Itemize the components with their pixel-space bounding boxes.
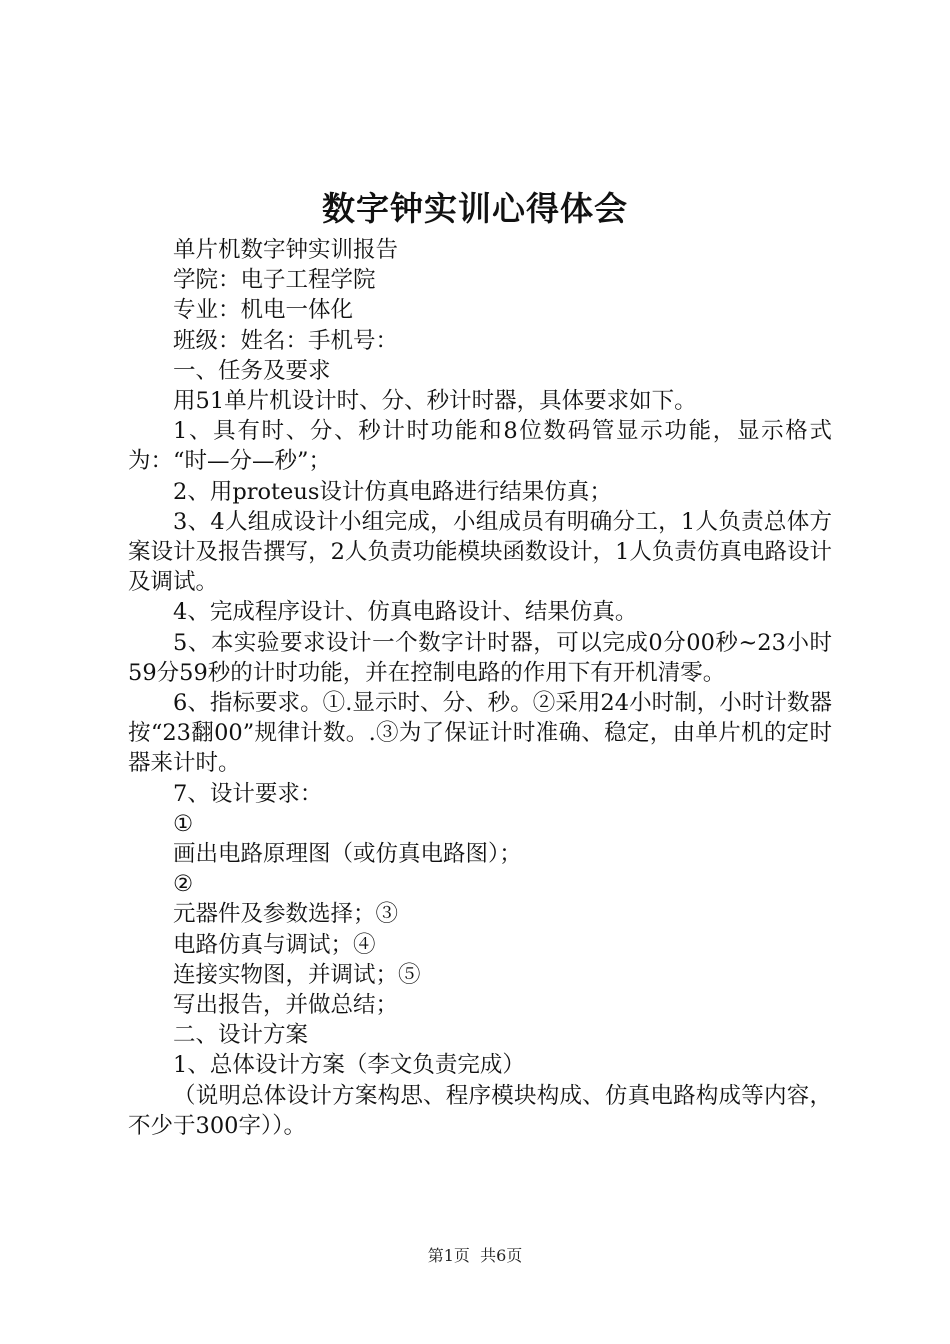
page-footer [0, 1244, 950, 1268]
paragraph: ① [173, 810, 194, 837]
paragraph: （说明总体设计方案构思、程序模块构成、仿真电路构成等内容，不少于300字））。 [128, 1082, 832, 1139]
paragraph: 连接实物图，并调试；⑤ [173, 961, 421, 988]
paragraph: 2、用proteus设计仿真电路进行结果仿真； [173, 478, 612, 505]
paragraph: ② [173, 871, 194, 898]
paragraph: 用51单片机设计时、分、秒计时器，具体要求如下。 [173, 388, 697, 415]
paragraph: 电路仿真与调试；④ [173, 931, 376, 958]
paragraph: 3、4人组成设计小组完成，小组成员有明确分工，1人负责总体方案设计及报告撰写，2人负责功能模块函数设计，1人负责仿真电路设计及调试。 [128, 508, 832, 596]
paragraph: 1、总体设计方案（李文负责完成） [173, 1052, 525, 1079]
paragraph: 画出电路原理图（或仿真电路图）； [173, 841, 522, 868]
paragraph: 学院：电子工程学院 [173, 267, 376, 294]
paragraph: 二、设计方案 [173, 1022, 309, 1049]
document-body [128, 235, 832, 1141]
page-number: 第1页 共6页 [427, 1246, 523, 1265]
paragraph: 元器件及参数选择；③ [173, 901, 399, 928]
paragraph: 1、具有时、分、秒计时功能和8位数码管显示功能，显示格式为：“时—分—秒”； [128, 418, 832, 475]
paragraph: 5、本实验要求设计一个数字计时器，可以完成0分00秒~23小时59分59秒的计时功能，并在控制电路的作用下有开机清零。 [128, 629, 832, 686]
document-title: 数字钟实训心得体会 [322, 189, 628, 228]
paragraph: 专业：机电一体化 [173, 297, 354, 324]
paragraph: 4、完成程序设计、仿真电路设计、结果仿真。 [173, 599, 638, 626]
paragraph: 单片机数字钟实训报告 [173, 237, 399, 263]
paragraph: 班级：姓名：手机号： [173, 327, 399, 354]
paragraph: 6、指标要求。①.显示时、分、秒。②采用24小时制，小时计数器按“23翻00”规律计数。.③为了保证计时准确、稳定，由单片机的定时器来计时。 [128, 690, 832, 777]
paragraph: 7、设计要求： [173, 780, 323, 807]
paragraph: 一、任务及要求 [173, 357, 331, 384]
paragraph: 写出报告，并做总结； [173, 992, 399, 1019]
